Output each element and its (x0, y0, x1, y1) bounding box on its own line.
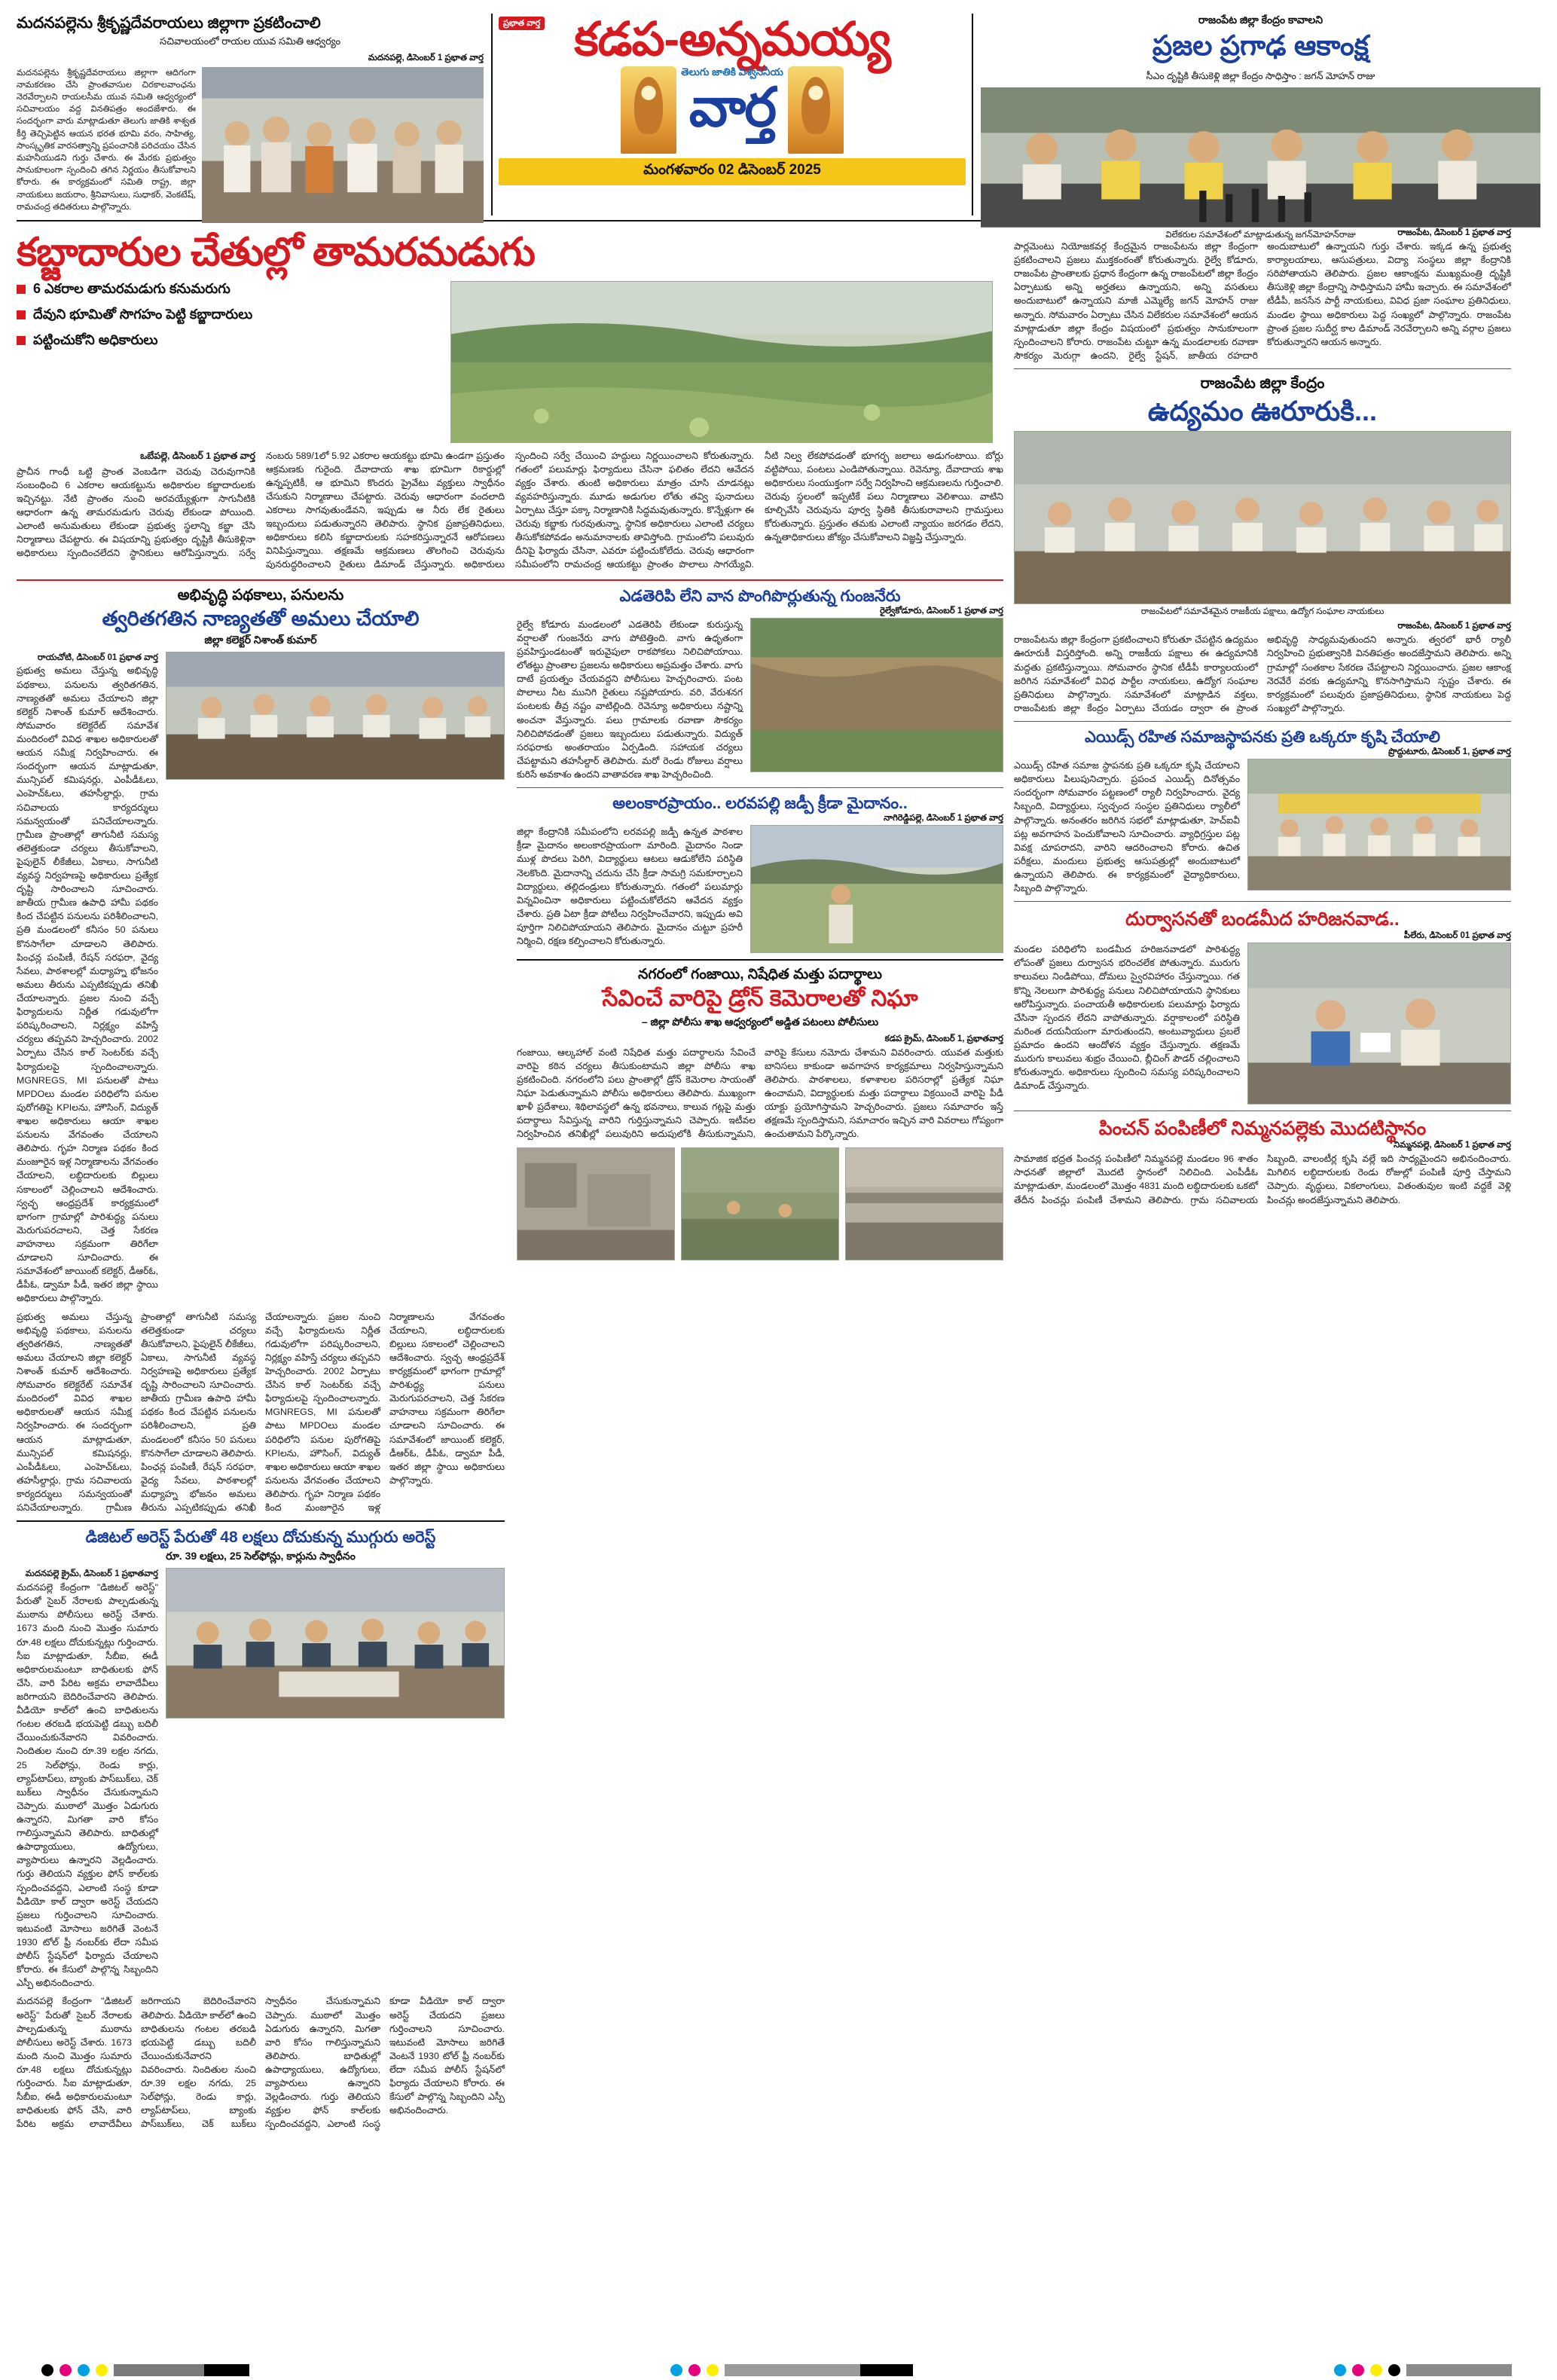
lead-dateline: ఒబేపల్లె, డిసెంబర్ 1 ప్రభాత వార్త (140, 450, 255, 461)
midsec1-dateline: రాయచోటి, డిసెంబర్ 01 ప్రభాత వార్త (37, 652, 158, 662)
drone-photo-2 (681, 1147, 839, 1260)
drone-body: గంజాయి, ఆల్కహాల్ వంటి నిషేధిత మత్తు పదార్థాలను సేవించే వారిపై కఠిన చర్యలు తీసుకుంటామని జిల్లా పోలీసు శాఖ ప్రకటించింది. నగరంలోని పలు ప్రాంతాల్లో డ్రోన్ కెమెరాల సాయంతో నిఘా పెడుతున్నామని పోలీసు అధికారులు తెలిపారు. ముఖ్యంగా ఖాళీ ప్రదేశాలు, శిథిలావస్థలో ఉన్న భవనాలు, కాలువ గట్లపై మత్తు పదార్థాలు సేవిస్తున్న వారిని గుర్తిస్తున్నామని చెప్పారు. ఇటీవల నిర్వహించిన తనిఖీల్లో పలువురిని అదుపులోకి తీసుకున్నామని, వారిపై కేసులు నమోదు చేశామని వివరించారు. యువత మత్తుకు బానిసలు కాకుండా అవగాహన కార్యక్రమాలు నిర్వహిస్తున్నామని తెలిపారు. పాఠశాలలు, కళాశాలల పరిసరాల్లో ప్రత్యేక నిఘా ఉంచామని, విద్యార్థులకు మత్తు పదార్థాలు విక్రయించే వారిపై పీడీ యాక్టు ప్రయోగిస్తామని హెచ్చరించారు. ప్రజలు సమాచారం ఇస్తే తక్షణమే స్పందిస్తామని, సమాచారం ఇచ్చిన వారి వివరాలు గోప్యంగా ఉంచుతామని పేర్కొన్నారు. (517, 1046, 1003, 1140)
udyamam-caption: రాజంపేటలో సమావేశమైన రాజకీయ పక్షాలు, ఉద్యోగ సంఘాల నాయకులు (1140, 607, 1385, 617)
gunjaneru-dateline: రైల్వేకోడూరు, డిసెంబర్ 1 ప్రభాత వార్త (880, 606, 1003, 616)
flooded-stream-photo (750, 618, 1003, 772)
lead-and-mid-wrap (17, 228, 1003, 2131)
masthead-flag-label: ప్రభాత వార్త (499, 17, 545, 30)
udyamam-kicker: రాజంపేట జిల్లా కేంద్రం (1200, 374, 1325, 392)
masthead-left-body: మదనపల్లెను శ్రీకృష్ణదేవరాయలు జిల్లాగా ఆదిగంగా నామకరణం చేసి ప్రాంతవాసుల చిరకాలవాంఛను నెరవేర్చాలని రాయలసీమ యువ సమితి ఆధ్వర్యంలో సచివాలయం వద్ద వినతిపత్రం అందజేశారు. ఈ సందర్భంగా వారు మాట్లాడుతూ తెలుగు జాతికి శాశ్వత కీర్తి తెచ్చిపెట్టిన ఆయన భరత భూమి వరం, సాహిత్య, సాంస్కృతిక వారసత్వాన్ని ప్రపంచానికి పరిచయం చేసిన మహనీయుడని గుర్తు చేశారు. ఈ మేరకు ప్రభుత్వం సానుకూలంగా స్పందించి తగిన నిర్ణయం తీసుకోవాలని కోరారు. ఈ కార్యక్రమంలో సమితి రాష్ట్ర, జిల్లా నాయకులు జయరాం, శ్రీనివాసులు, సుధాకర్, వెంకటేష్, రామచంద్ర తదితరులు పాల్గొన్నారు. (17, 68, 196, 212)
drone-photo-1 (517, 1147, 675, 1260)
police-press-photo (166, 1568, 505, 1719)
midsec1-body-start: ప్రభుత్వ అమలు చేస్తున్న అభివృద్ధి పథకాలు, పనులను త్వరితగతిన, నాణ్యతతో అమలు చేయాలని జిల్లా కలెక్టర్ నిశాంత్ కుమార్ ఆదేశించారు. సోమవారం కలెక్టరేట్ సమావేశ మందిరంలో వివిధ శాఖల అధికారులతో ఆయన సమీక్ష నిర్వహించారు. ఈ సందర్భంగా ఆయన మాట్లాడుతూ, మున్సిపల్ కమిషనర్లు, ఎంపీడీఓలు, ఎంహెచ్‌ఓలు, తహసీల్దార్లు, గ్రామ సచివాలయ కార్యదర్శులు సమన్వయంతో పనిచేయాలన్నారు. గ్రామీణ ప్రాంతాల్లో తాగునీటి సమస్య తలెత్తకుండా చర్యలు తీసుకోవాలని, పైపులైన్ లీకేజీలు, ఏకాలు, సాగునీటి వ్యవస్థ నిర్వహణపై అధికారులు ప్రత్యేక దృష్టి సారించాలని సూచించారు. జాతీయ గ్రామీణ ఉపాధి హామీ పథకం కింద చేపట్టిన పనులను పరిశీలించాలని, ప్రతి మండలంలో కనీసం 50 పనులు కొనసాగేలా చూడాలని తెలిపారు. పింఛన్ల పంపిణీ, రేషన్ సరఫరా, వైద్య సేవలు, పాఠశాలల్లో మధ్యాహ్న భోజనం అమలు తీరును ఎప్పటికప్పుడు తనిఖీ చేయాలన్నారు. ప్రజల నుంచి వచ్చే ఫిర్యాదులను నిర్ణీత గడువులోగా పరిష్కరించాలని, నిర్లక్ష్యం వహిస్తే చర్యలు తప్పవని హెచ్చరించారు. 2002 ఏర్పాటు చేసిన కాల్ సెంటర్‌కు వచ్చే ఫిర్యాదులపై స్పందించాలన్నారు. MGNREGS, MI పనులతో పాటు MPDOలు మండల పరిధిలోని పనుల పురోగతిపై KPIలను, హౌసింగ్, విద్యుత్ శాఖల అధికారులు ఆయా శాఖల పనులను వేగవంతం చేయాలని తెలిపారు. గృహ నిర్మాణ పథకం కింద మంజూరైన ఇళ్ల నిర్మాణాలను వేగవంతం చేయాలని, లబ్ధిదారులకు బిల్లులు సకాలంలో చెల్లించాలని ఆదేశించారు. స్వచ్ఛ ఆంధ్రప్రదేశ్ కార్యక్రమంలో భాగంగా గ్రామాల్లో పారిశుద్ధ్య పనులు మెరుగుపరచాలని, చెత్త సేకరణ వాహనాలు సక్రమంగా తిరిగేలా చూడాలని సూచించారు. ఈ సమావేశంలో జాయింట్ కలెక్టర్, డీఆర్‌ఓ, డీపీఓ, డ్వామా పీడీ, ఇతర జిల్లా స్థాయి అధికారులు పాల్గొన్నారు. (17, 665, 158, 1304)
lead-bullet-3: పట్టించుకోని అధికారులు (17, 332, 438, 351)
rajampet-lead-body: పార్లమెంటు నియోజకవర్గ కేంద్రమైన రాజంపేటను జిల్లా కేంద్రంగా ప్రకటించాలని ప్రజలు ముక్తకంఠంతో కోరుతున్నారు. రైల్వే కోడూరు, రాజంపేట ప్రాంతాలకు ప్రధాన కేంద్రంగా ఉన్న రాజంపేటలో జిల్లా కేంద్రం ఏర్పాటుకు అన్ని అర్హతలు ఉన్నాయని, అన్ని వసతులు అందుబాటులో ఉన్నాయని మాజీ ఎమ్మెల్యే జగన్ మోహన్ రాజు అన్నారు. సోమవారం ఏర్పాటు చేసిన విలేకరుల సమావేశంలో ఆయన మాట్లాడుతూ జిల్లా కేంద్రం విషయంలో ప్రభుత్వం సానుకూలంగా స్పందించాలని కోరారు. రాజంపేట చుట్టూ ఉన్న మండలాలకు రవాణా సౌకర్యం మెరుగ్గా ఉందని, రైల్వే స్టేషన్, జాతీయ రహదారి అందుబాటులో ఉన్నాయని గుర్తు చేశారు. ఇక్కడ ఉన్న ప్రభుత్వ కార్యాలయాలు, ఆసుపత్రులు, విద్యా సంస్థలు జిల్లా కేంద్రానికి సరిపోతాయని తెలిపారు. ప్రజల ఆకాంక్షను ముఖ్యమంత్రి దృష్టికి తీసుకెళ్లి జిల్లా కేంద్రాన్ని సాధిస్తామని హామీ ఇచ్చారు. ఈ సమావేశంలో టీడీపీ, జనసేన పార్టీ నాయకులు, వివిధ ప్రజా సంఘాల ప్రతినిధులు, మండల స్థాయి అధికారులు పెద్ద సంఖ్యలో పాల్గొన్నారు. రాజంపేట ప్రాంత ప్రజల సుదీర్ఘ కాల డిమాండ్ నెరవేర్చాలని అన్ని వర్గాల ప్రజలు కోరుతున్నారని ఆయన అన్నారు. (1014, 241, 1511, 361)
digital-arrest-body (17, 1994, 505, 2131)
aids-body: ఎయిడ్స్ రహిత సమాజ స్థాపనకు ప్రతి ఒక్కరూ కృషి చేయాలని అధికారులు పిలుపునిచ్చారు. ప్రపంచ ఎయిడ్స్ దినోత్సవం సందర్భంగా సోమవారం పట్టణంలో ర్యాలీ నిర్వహించారు. వైద్య సిబ్బంది, విద్యార్థులు, స్వచ్ఛంద సంస్థల ప్రతినిధులు ర్యాలీలో పాల్గొన్నారు. అనంతరం జరిగిన సభలో మాట్లాడుతూ, హెచ్‌ఐవీ పట్ల అవగాహన పెంచుకోవాలని సూచించారు. వ్యాధిగ్రస్తుల పట్ల వివక్ష చూపరాదని, వారిని ఆదరించాలని కోరారు. ఉచిత పరీక్షలు, మందులు ప్రభుత్వ ఆసుపత్రుల్లో అందుబాటులో ఉన్నాయని తెలిపారు. ఈ కార్యక్రమంలో వైద్యాధికారులు, సిబ్బంది పాల్గొన్నారు. (1014, 760, 1240, 894)
pension-body: సామాజిక భద్రత పించన్ల పంపిణీలో నిమ్మనపల్లె మండలం 96 శాతం సాధనతో జిల్లాలో మొదటి స్థానంలో నిలిచింది. ఎంపీడీఓ మాట్లాడుతూ, మండలంలో మొత్తం 4831 మంది లబ్ధిదారులకు ఒకటో తేదీన పించన్లు పంపిణీ చేశామని తెలిపారు. గ్రామ సచివాలయ సిబ్బంది, వాలంటీర్ల కృషి వల్లే ఇది సాధ్యమైందని అభినందించారు. మిగిలిన లబ్ధిదారులకు రెండు రోజుల్లో పంపిణీ పూర్తి చేస్తామని చెప్పారు. వృద్ధులు, వికలాంగులు, వితంతువుల ఇంటి వద్దకే వెళ్లి పించన్లు అందజేస్తున్నామని తెలిపారు. (1014, 1153, 1511, 1205)
udyamam-photo (1014, 431, 1511, 604)
pension-dateline: నిమ్మనపల్లె, డిసెంబర్ 1 ప్రభాత వార్త (1394, 1141, 1511, 1150)
masthead-right-headline: ప్రజల ప్రగాఢ ఆకాంక్ష (1152, 30, 1369, 61)
lead-body-part-1: ప్రాచీన గాంధీ ఒట్టి ప్రాంత వెంబడిగా చెరువు చెరువుగానికి సంబంధించి 6 ఎకరాల ఆయకట్టును అధికారుల కబ్జాదారులకు ఇచ్చినట్టు. నేటి ప్రాంతం నుంచి అరవయ్యేళ్లుగా సాగునీటికి ఆధారంగా ఉన్న తామరమడుగు చెరువు లేకుండా పోయింది. ఎలాంటి అనుమతులు లేకుండా ప్రభుత్వ స్థలాన్ని కబ్జా చేసి నిర్మాణాలు చేపట్టారు. ఈ విషయాన్ని ప్రభుత్వం దృష్టికి తీసుకెళ్లినా అధికారులు స్పందించలేదని స్థానికులు ఆరోపిస్తున్నారు. సర్వే నంబరు 589/1లో 5.92 ఎకరాల ఆయకట్టు భూమి ఉండగా ప్రస్తుతం ఆక్రమణకు గురైంది. దేవాదాయ శాఖ భూమిగా రికార్డుల్లో ఉన్నప్పటికీ, ఆ భూమిని కొందరు ప్రైవేటు వ్యక్తులు స్వాధీనం చేసుకుని నిర్మాణాలు చేపట్టారు. చెరువు ఆధారంగా వందలాది ఎకరాలు సాగవుతుండేవని, ఇప్పుడు ఆ నీరు లేక రైతులు ఇబ్బందులు పడుతున్నారని తెలిపారు. స్థానిక ప్రజాప్రతినిధులు, అధికారులు కలిసి కబ్జాదారులకు సహకరిస్తున్నారనే ఆరోపణలు వినిపిస్తున్నాయి. తక్షణమే ఆక్రమణలు తొలగించి చెరువును పునరుద్ధరించాలని రైతులు డిమాండ్ చేస్తున్నారు. అధికారులు స్పందించి సర్వే చేయించి హద్దులు నిర్ణయించాలని కోరుతున్నారు. గతంలో పలుమార్లు ఫిర్యాదులు చేసినా ఫలితం లేదని ఆవేదన వ్యక్తం చేశారు. (17, 450, 754, 570)
aids-rally-photo (1247, 759, 1511, 891)
midsec1-kicker: అభివృద్ధి పథకాలు, పనులను (177, 586, 344, 603)
color-strip-left (41, 2364, 249, 2376)
playground-photo (750, 825, 1003, 953)
aids-headline: ఎయిడ్స్ రహిత సమాజస్థాపనకు ప్రతి ఒక్కరూ కృషి చేయాలి (1085, 728, 1440, 746)
left-lower-column (17, 587, 505, 2131)
pension-headline: పించన్ పంపిణీలో నిమ్మనపల్లెకు మొదటిస్థానం (1098, 1118, 1427, 1140)
digital-arrest-lead (17, 1568, 158, 1990)
durvasana-photo (1247, 943, 1511, 1104)
masthead-right-kicker: రాజంపేట జిల్లా కేంద్రం కావాలని (1198, 14, 1323, 26)
masthead-date: మంగళవారం 02 డిసెంబర్ 2025 (499, 158, 966, 185)
color-strip-mid (670, 2364, 913, 2376)
drone-kicker: నగరంలో గంజాయి, నిషేధిత మత్తు పదార్థాలు (638, 967, 882, 983)
masthead-right-caption: విలేకరుల సమావేశంలో మాట్లాడుతున్న జగన్‌మోహన్‌రాజు (1165, 230, 1356, 240)
masthead-left-story (17, 14, 484, 215)
midsec1-body-rest (17, 1310, 505, 1515)
drone-photo-3 (845, 1147, 1003, 1260)
masthead-right-photo (981, 87, 1540, 228)
color-strip-right (1334, 2364, 1512, 2376)
lead-bullet-2: దేవుని భూమితో సొగహం పెట్టి కబ్జాదారులు (17, 307, 438, 325)
rajampet-dateline: రాజంపేట, డిసెంబర్ 1 ప్రభాత వార్త (1397, 228, 1511, 237)
masthead-left-dateline: మదనపల్లె, డిసెంబర్ 1 ప్రభాత వార్త (368, 53, 484, 63)
lead-photo (450, 281, 993, 443)
durvasana-body: మండల పరిధిలోని బండమీద హరిజనవాడలో పారిశుద్ధ్య లోపంతో ప్రజలు దుర్వాసన భరించలేక పోతున్నారు. మురుగు కాలువలు నిండిపోయి, దోమలు స్వైరవిహారం చేస్తున్నాయి. గత కొన్ని నెలలుగా పారిశుద్ధ్య పనులు నిలిచిపోయాయని స్థానికులు ఆరోపిస్తున్నారు. పంచాయతీ అధికారులకు పలుమార్లు ఫిర్యాదు చేసినా స్పందన లేదని వాపోతున్నారు. వర్షాకాలంలో పరిస్థితి మరింత దయనీయంగా మారుతుందని, అంటువ్యాధులు ప్రబలే ప్రమాదం ఉందని ఆందోళన వ్యక్తం చేస్తున్నారు. తక్షణమే మురుగు కాలువలు శుభ్రం చేయించి, బ్లీచింగ్ పౌడర్ చల్లించాలని కోరుతున్నారు. అధికారులు స్పందించి సమస్య పరిష్కరించాలని డిమాండ్ చేస్తున్నారు. (1014, 944, 1240, 1092)
gunjaneru-headline: ఎడతెరిపి లేని వాన పొంగిపొర్లుతున్న గుంజనేరు (619, 587, 901, 605)
midsec1-subline: జిల్లా కలెక్టర్ నిశాంత్ కుమార్ (204, 633, 317, 646)
masthead-left-subhead: సచివాలయంలో రాయల యువ సమితి ఆధ్వర్యం (159, 35, 341, 47)
lead-body-part-2: తుంటి అధికారులు మాత్రం చూసి చూడనట్లు వ్యవహరిస్తున్నారు. మూడు అడుగుల లోతు తవ్వి పునాదులు ఏర్పాటు చేస్తూ పక్కా నిర్మాణానికి సిద్ధమవుతున్నారు. కొన్నేళ్లుగా ఈ చెరువు కబ్జాకు గురవుతున్నా, స్థానిక అధికారులు ఎలాంటి చర్యలు తీసుకోకపోవడం అనుమానాలకు తావిస్తోంది. గ్రామంలోని పలువురు దీనిపై ఫిర్యాదు చేసినా, ఎవరూ పట్టించుకోలేదు. చెరువు ఆధారంగా సమీపంలోని రామచంద్ర ఆయకట్టు ప్రాంతం పొలాలు సాగయ్యేవి. నీటి నిల్వ లేకపోవడంతో భూగర్భ జలాలు అడుగంటాయి. బోర్లు వట్టిపోయి, పంటలు ఎండిపోతున్నాయి. రెవెన్యూ, దేవాదాయ శాఖ అధికారులు సంయుక్తంగా సర్వే నిర్వహించి ఆక్రమణలను గుర్తించాలి. చెరువు స్థలంలో ఇప్పటికే పలు నిర్మాణాలు వెలిశాయి. వాటిని కూల్చివేసి చెరువును పూర్వ స్థితికి తీసుకురావాలని గ్రామస్తులు కోరుతున్నారు. ప్రస్తుతం తమకు ఎలాంటి న్యాయం జరగడం లేదని, ఉన్నతాధికారులు జోక్యం చేసుకోవాలని విజ్ఞప్తి చేస్తున్నారు. (515, 450, 1003, 570)
playground-dateline: నాగిరెడ్డిపల్లె, డిసెంబర్ 1 ప్రభాత వార్త (884, 814, 1003, 823)
midsec1-body-text: ప్రభుత్వ అమలు చేస్తున్న అభివృద్ధి పథకాలు, పనులను త్వరితగతిన, నాణ్యతతో అమలు చేయాలని జిల్లా కలెక్టర్ నిశాంత్ కుమార్ ఆదేశించారు. సోమవారం కలెక్టరేట్ సమావేశ మందిరంలో వివిధ శాఖల అధికారులతో ఆయన సమీక్ష నిర్వహించారు. ఈ సందర్భంగా ఆయన మాట్లాడుతూ, మున్సిపల్ కమిషనర్లు, ఎంపీడీఓలు, ఎంహెచ్‌ఓలు, తహసీల్దార్లు, గ్రామ సచివాలయ కార్యదర్శులు సమన్వయంతో పనిచేయాలన్నారు. గ్రామీణ ప్రాంతాల్లో తాగునీటి సమస్య తలెత్తకుండా చర్యలు తీసుకోవాలని, పైపులైన్ లీకేజీలు, ఏకాలు, సాగునీటి వ్యవస్థ నిర్వహణపై అధికారులు ప్రత్యేక దృష్టి సారించాలని సూచించారు. జాతీయ గ్రామీణ ఉపాధి హామీ పథకం కింద చేపట్టిన పనులను పరిశీలించాలని, ప్రతి మండలంలో కనీసం 50 పనులు కొనసాగేలా చూడాలని తెలిపారు. పింఛన్ల పంపిణీ, రేషన్ సరఫరా, వైద్య సేవలు, పాఠశాలల్లో మధ్యాహ్న భోజనం అమలు తీరును ఎప్పటికప్పుడు తనిఖీ చేయాలన్నారు. ప్రజల నుంచి వచ్చే ఫిర్యాదులను నిర్ణీత గడువులోగా పరిష్కరించాలని, నిర్లక్ష్యం వహిస్తే చర్యలు తప్పవని హెచ్చరించారు. 2002 ఏర్పాటు చేసిన కాల్ సెంటర్‌కు వచ్చే ఫిర్యాదులపై స్పందించాలన్నారు. MGNREGS, MI పనులతో పాటు MPDOలు మండల పరిధిలోని పనుల పురోగతిపై KPIలను, హౌసింగ్, విద్యుత్ శాఖల అధికారులు ఆయా శాఖల పనులను వేగవంతం చేయాలని తెలిపారు. గృహ నిర్మాణ పథకం కింద మంజూరైన ఇళ్ల నిర్మాణాలను వేగవంతం చేయాలని, లబ్ధిదారులకు బిల్లులు సకాలంలో చెల్లించాలని ఆదేశించారు. స్వచ్ఛ ఆంధ్రప్రదేశ్ కార్యక్రమంలో భాగంగా గ్రామాల్లో పారిశుద్ధ్య పనులు మెరుగుపరచాలని, చెత్త సేకరణ వాహనాలు సక్రమంగా తిరిగేలా చూడాలని సూచించారు. ఈ సమావేశంలో జాయింట్ కలెక్టర్, డీఆర్‌ఓ, డీపీఓ, డ్వామా పీడీ, ఇతర జిల్లా స్థాయి అధికారులు పాల్గొన్నారు. (17, 1311, 505, 1514)
lead-body (17, 449, 1003, 572)
udyamam-dateline: రాజంపేట, డిసెంబర్ 1 ప్రభాత వార్త (1397, 622, 1511, 631)
digital-arrest-headline: డిజిటల్ అరెస్ట్ పేరుతో 48 లక్షలు దోచుకున్న ముగ్గురు అరెస్ట్ (85, 1529, 436, 1547)
drone-headline: సేవించే వారిపై డ్రోన్ కెమెరాలతో నిఘా (602, 986, 918, 1012)
udyamam-headline: ఉద్యమం ఊరూరుకి... (1147, 395, 1378, 426)
drone-dateline: కడప క్రైమ్, డిసెంబర్ 1, ప్రభాతవార్త (884, 1034, 1003, 1043)
lead-bullet-list (17, 281, 438, 437)
lead-bullet-1: 6 ఎకరాల తామరమడుగు కనుమరుగు (17, 281, 438, 300)
playground-body: జిల్లా కేంద్రానికి సమీపంలోని లరవపల్లి జడ్పీ ఉన్నత పాఠశాల క్రీడా మైదానం అలంకారప్రాయంగా మారింది. మైదానం నిండా ముళ్ల పొదలు పెరిగి, విద్యార్థులు ఆటలు ఆడుకోలేని పరిస్థితి నెలకొంది. మైదానాన్ని చదును చేసి క్రీడా సామగ్రి సమకూర్చాలని విద్యార్థులు, తల్లిదండ్రులు కోరుతున్నారు. గతంలో పలుమార్లు విన్నవించినా అధికారులు పట్టించుకోలేదని ఆవేదన వ్యక్తం చేశారు. ప్రతి ఏటా క్రీడా పోటీలు నిర్వహించేవారని, ఇప్పుడు అవి పూర్తిగా నిలిచిపోయాయని తెలిపారు. మైదానం చుట్టూ ప్రహరీ నిర్మించి, రక్షణ కల్పించాలని కోరుతున్నారు. (517, 826, 743, 947)
masthead-tagline: తెలుగు జాతికి విశ్వసనీయ (681, 66, 783, 78)
masthead-brand (491, 14, 973, 215)
masthead-left-photo (202, 67, 484, 224)
right-column (1014, 228, 1511, 2131)
playground-headline: అలంకారప్రాయం.. లరవపల్లి జడ్పీ క్రీడా మైదానం.. (612, 795, 908, 813)
collector-meeting-photo (166, 652, 505, 780)
durvasana-dateline: పీలేరు, డిసెంబర్ 01 ప్రభాత వార్త (1403, 931, 1511, 941)
masthead-left-headline: మదనపల్లెను శ్రీకృష్ణదేవరాయలు జిల్లాగా ప్రకటించాలి (17, 14, 321, 32)
masthead-brand-name: వార్త (688, 78, 776, 138)
digital-arrest-dateline: మదనపల్లె క్రైమ్, డిసెంబర్ 1 ప్రభాతవార్త (25, 1569, 158, 1579)
color-registration-strip (0, 2360, 1557, 2380)
masthead-edition-title: కడప-అన్నమయ్య (574, 14, 890, 66)
midsec1-headline: త్వరితగతిన నాణ్యతతో అమలు చేయాలి (102, 606, 420, 630)
lead-headline: కబ్జాదారుల చేతుల్లో తామరమడుగు (17, 231, 535, 274)
drone-subline: – జిల్లా పోలీసు శాఖ ఆధ్వర్యంలో అడ్డిత పటంలు పోలీసులు (641, 1015, 879, 1028)
gunjaneru-body: రైల్వే కోడూరు మండలంలో ఎడతెరిపి లేకుండా కురుస్తున్న వర్షాలతో గుంజనేరు వాగు పోటెత్తింది. వాగు ఉధృతంగా ప్రవహిస్తుండటంతో ఇరువైపులా రాకపోకలు నిలిచిపోయాయి. లోతట్టు ప్రాంతాల ప్రజలను అధికారులు అప్రమత్తం చేశారు. వాగు దాటే ప్రయత్నం చేయవద్దని పోలీసులు హెచ్చరించారు. పంట పొలాలు నీట మునిగి రైతులు నష్టపోయారు. వరి, వేరుశనగ పంటలకు తీవ్ర నష్టం వాటిల్లింది. రెవెన్యూ అధికారులు నష్టాన్ని అంచనా వేస్తున్నారు. పలు గ్రామాలకు రవాణా సౌకర్యం నిలిచిపోవడంతో ప్రజలు ఇబ్బందులు పడుతున్నారు. విద్యుత్ సరఫరాకు అంతరాయం ఏర్పడింది. సహాయక చర్యలు చేపట్టామని తహసీల్దార్ తెలిపారు. మరో రెండు రోజులు వర్షాలు కురిసే అవకాశం ఉందని వాతావరణ శాఖ హెచ్చరించింది. (517, 619, 743, 780)
digital-arrest-body-text: మదనపల్లె కేంద్రంగా "డిజిటల్ అరెస్ట్" పేరుతో సైబర్ నేరాలకు పాల్పడుతున్న ముఠాను పోలీసులు అరెస్ట్ చేశారు. 1673 మంది నుంచి మొత్తం సుమారు రూ.48 లక్షలు దోచుకున్నట్లు గుర్తించారు. సీఐ మాట్లాడుతూ, సీబీఐ, ఈడీ అధికారులమంటూ బాధితులకు ఫోన్ చేసి, వారి పేరిట అక్రమ లావాదేవీలు జరిగాయని బెదిరించేవారని తెలిపారు. వీడియో కాల్‌లో ఉంచి బాధితులను గంటల తరబడి భయపెట్టి డబ్బు బదిలీ చేయించుకునేవారని వివరించారు. నిందితుల నుంచి రూ.39 లక్షల నగదు, 25 సెల్‌ఫోన్లు, రెండు కార్లు, ల్యాప్‌టాప్‌లు, బ్యాంకు పాస్‌బుక్‌లు, చెక్ బుక్‌లు స్వాధీనం చేసుకున్నామని చెప్పారు. ముఠాలో మొత్తం ఏడుగురు ఉన్నారని, మిగతా వారి కోసం గాలిస్తున్నామని తెలిపారు. బాధితుల్లో ఉపాధ్యాయులు, ఉద్యోగులు, వ్యాపారులు ఉన్నారని వెల్లడించారు. గుర్తు తెలియని వ్యక్తుల ఫోన్ కాల్‌లకు స్పందించవద్దని, ఎలాంటి సంస్థ కూడా వీడియో కాల్ ద్వారా అరెస్ట్ చేయదని ప్రజలు గుర్తించాలని సూచించారు. ఇటువంటి మోసాలు జరిగితే వెంటనే 1930 టోల్ ఫ్రీ నంబర్‌కు లేదా సమీప పోలీస్ స్టేషన్‌లో ఫిర్యాదు చేయాలని కోరారు. ఈ కేసులో పాల్గొన్న సిబ్బందిని ఎస్పీ అభినందించారు. (17, 1996, 505, 2130)
main-grid (17, 228, 1540, 2131)
aids-dateline: ప్రొద్దుటూరు, డిసెంబర్ 1, ప్రభాత వార్త (1388, 747, 1511, 757)
masthead-right-subhead: సీఎం దృష్టికి తీసుకెళ్లి జిల్లా కేంద్రం సాధిస్తాం : జగన్ మోహన్ రాజు (1146, 71, 1375, 81)
digital-arrest-body-start: మదనపల్లె కేంద్రంగా "డిజిటల్ అరెస్ట్" పేరుతో సైబర్ నేరాలకు పాల్పడుతున్న ముఠాను పోలీసులు అరెస్ట్ చేశారు. 1673 మంది నుంచి మొత్తం సుమారు రూ.48 లక్షలు దోచుకున్నట్లు గుర్తించారు. సీఐ మాట్లాడుతూ, సీబీఐ, ఈడీ అధికారులమంటూ బాధితులకు ఫోన్ చేసి, వారి పేరిట అక్రమ లావాదేవీలు జరిగాయని బెదిరించేవారని తెలిపారు. వీడియో కాల్‌లో ఉంచి బాధితులను గంటల తరబడి భయపెట్టి డబ్బు బదిలీ చేయించుకునేవారని వివరించారు. నిందితుల నుంచి రూ.39 లక్షల నగదు, 25 సెల్‌ఫోన్లు, రెండు కార్లు, ల్యాప్‌టాప్‌లు, బ్యాంకు పాస్‌బుక్‌లు, చెక్ బుక్‌లు స్వాధీనం చేసుకున్నామని చెప్పారు. ముఠాలో మొత్తం ఏడుగురు ఉన్నారని, మిగతా వారి కోసం గాలిస్తున్నామని తెలిపారు. బాధితుల్లో ఉపాధ్యాయులు, ఉద్యోగులు, వ్యాపారులు ఉన్నారని వెల్లడించారు. గుర్తు తెలియని వ్యక్తుల ఫోన్ కాల్‌లకు స్పందించవద్దని, ఎలాంటి సంస్థ కూడా వీడియో కాల్ ద్వారా అరెస్ట్ చేయదని ప్రజలు గుర్తించాలని సూచించారు. ఇటువంటి మోసాలు జరిగితే వెంటనే 1930 టోల్ ఫ్రీ నంబర్‌కు లేదా సమీప పోలీస్ స్టేషన్‌లో ఫిర్యాదు చేయాలని కోరారు. ఈ కేసులో పాల్గొన్న సిబ్బందిని ఎస్పీ అభినందించారు. (17, 1582, 158, 1989)
deity-icon-right (788, 66, 844, 154)
deity-icon-left (621, 66, 676, 154)
udyamam-body: రాజంపేటను జిల్లా కేంద్రంగా ప్రకటించాలని కోరుతూ చేపట్టిన ఉద్యమం ఊరూరుకీ విస్తరిస్తోంది. అన్ని రాజకీయ పక్షాలు ఈ ఉద్యమానికి మద్దతు ప్రకటిస్తున్నాయి. సోమవారం స్థానిక టీడీపీ కార్యాలయంలో జరిగిన సమావేశంలో వివిధ పార్టీల నాయకులు, ఉద్యోగ సంఘాల ప్రతినిధులు పాల్గొన్నారు. సమావేశంలో మాట్లాడిన వక్తలు, రాజంపేటకు జిల్లా కేంద్రం ఏర్పాటు చేయడం ద్వారా ఈ ప్రాంత అభివృద్ధి సాధ్యమవుతుందని అన్నారు. త్వరలో భారీ ర్యాలీ నిర్వహించి ప్రభుత్వానికి వినతిపత్రం అందజేస్తామని తెలిపారు. అన్ని గ్రామాల్లో సంతకాల సేకరణ చేపట్టాలని నిర్ణయించారు. ప్రజల ఆకాంక్ష నెరవేరే వరకు ఉద్యమాన్ని కొనసాగిస్తామని స్పష్టం చేశారు. ఈ కార్యక్రమంలో పలువురు ప్రజాప్రతినిధులు, స్థానిక నాయకులు పెద్ద సంఖ్యలో పాల్గొన్నారు. (1014, 634, 1511, 713)
digital-arrest-subline: రూ. 39 లక్షలు, 25 సెల్‌ఫోన్లు, కార్లును స్వాధీనం (166, 1550, 356, 1563)
mid-lower-column (517, 587, 1003, 2131)
durvasana-headline: దుర్వాసనతో బండమీద హరిజనవాడ.. (1125, 909, 1400, 930)
midsec1-body-lead (17, 652, 158, 1306)
